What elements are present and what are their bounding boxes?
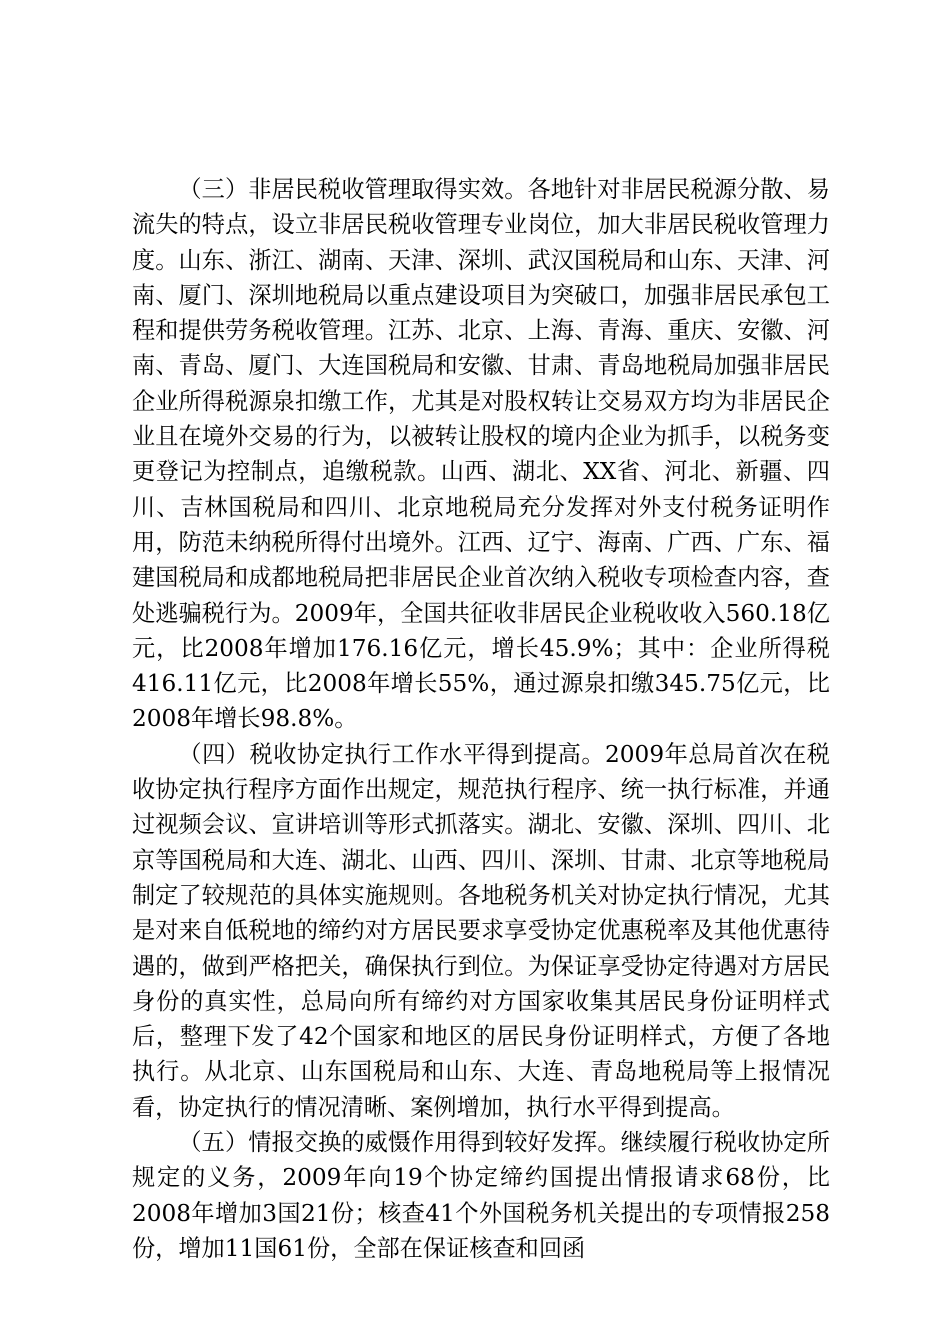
paragraph-tax-treaty: （四）税收协定执行工作水平得到提高。2009年总局首次在税收协定执行程序方面作出规定，规范执行程序、统一执行标准，并通过视频会议、宣讲培训等形式抓落实。湖北、安徽、深圳、四川、北京等国税局和大连、湖北、山西、四川、深圳、甘肃、北京等地税局制定了较规范的具体实施规则。各地税务机关对协定执行情况，尤其是对来自低税地的缔约对方居民要求享受协定优惠税率及其他优惠待遇的，做到严格把关，确保执行到位。为保证享受协定待遇对方居民身份的真实性，总局向所有缔约对方国家收集其居民身份证明样式后，整理下发了42个国家和地区的居民身份证明样式，方便了各地执行。从北京、山东国税局和山东、大连、青岛地税局等上报情况看，协定执行的情况清晰、案例增加，执行水平得到提高。 <box>132 740 830 1121</box>
document-body <box>132 172 830 1266</box>
paragraph-information-exchange: （五）情报交换的威慑作用得到较好发挥。继续履行税收协定所规定的义务，2009年向19个协定缔约国提出情报请求68份，比2008年增加3国21份；核查41个外国税务机关提出的专项情报258份，增加11国61份，全部在保证核查和回函 <box>132 1129 830 1262</box>
paragraph-non-resident-tax: （三）非居民税收管理取得实效。各地针对非居民税源分散、易流失的特点，设立非居民税收管理专业岗位，加大非居民税收管理力度。山东、浙江、湖南、天津、深圳、武汉国税局和山东、天津、河南、厦门、深圳地税局以重点建设项目为突破口，加强非居民承包工程和提供劳务税收管理。江苏、北京、上海、青海、重庆、安徽、河南、青岛、厦门、大连国税局和安徽、甘肃、青岛地税局加强非居民企业所得税源泉扣缴工作，尤其是对股权转让交易双方均为非居民企业且在境外交易的行为，以被转让股权的境内企业为抓手，以税务变更登记为控制点，追缴税款。山西、湖北、XX省、河北、新疆、四川、吉林国税局和四川、北京地税局充分发挥对外支付税务证明作用，防范未纳税所得付出境外。江西、辽宁、海南、广西、广东、福建国税局和成都地税局把非居民企业首次纳入税收专项检查内容，查处逃骗税行为。2009年，全国共征收非居民企业税收收入560.18亿元，比2008年增加176.16亿元，增长45.9%；其中：企业所得税416.11亿元，比2008年增长55%，通过源泉扣缴345.75亿元，比2008年增长98.8%。 <box>132 176 830 733</box>
